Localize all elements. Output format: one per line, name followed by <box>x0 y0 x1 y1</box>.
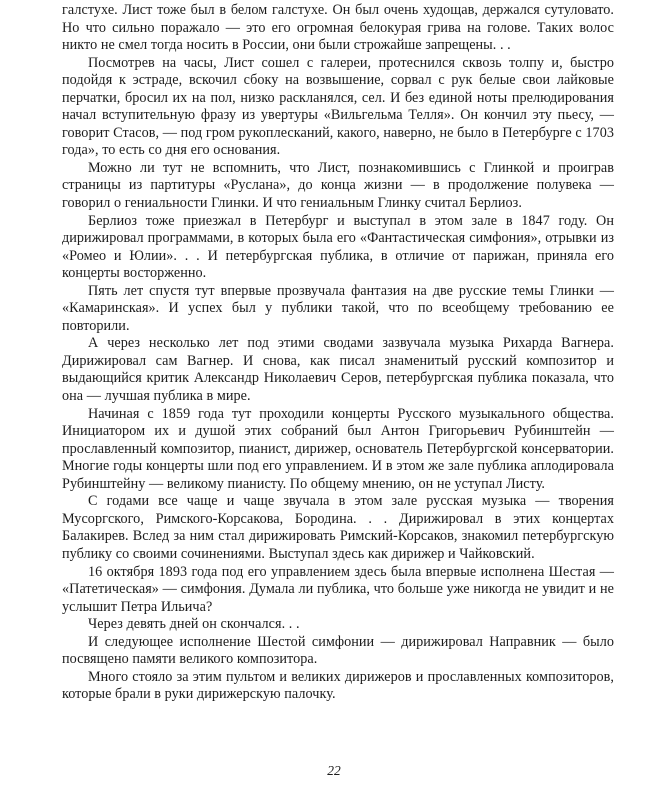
paragraph: Через девять дней он скончался. . . <box>88 616 300 633</box>
paragraph: Много стояло за этим пультом и великих дирижеров и прославленных композиторов, которые брали в руки дирижерскую палочку. <box>62 668 614 703</box>
paragraph: Берлиоз тоже приезжал в Петербург и выступал в этом зале в 1847 году. Он дирижировал программами, в которых была его «Фантастическая симфония», отрывки из «Ромео и Юлии». . . И петербургская публика, в отличие от парижан, приняла его концерты восторженно. <box>62 212 614 282</box>
paragraph: Пять лет спустя тут впервые прозвучала фантазия на две русские темы Глинки — «Камаринская». И успех был у публики такой, что по всеобщему требованию ее повторили. <box>62 282 614 334</box>
paragraph: галстухе. Лист тоже был в белом галстухе. Он был очень худощав, держался сутуловато. Но что сильно поражало — это его огромная белокурая грива на голове. Таких волос никто не смел тогда носить в России, они были строжайше запрещены. . . <box>62 2 614 54</box>
paragraph: С годами все чаще и чаще звучала в этом зале русская музыка — творения Мусоргского, Римского-Корсакова, Бородина. . . Дирижировал в этих концертах Балакирев. Вслед за ним стал дирижировать Римский-Корсаков, знакомил петербургскую публику со своими сочинениями. Выступал здесь как дирижер и Чайковский. <box>62 493 614 562</box>
paragraph: Посмотрев на часы, Лист сошел с галереи, протеснился сквозь толпу и, быстро подойдя к эстраде, вскочил сбоку на возвышение, сорвал с рук белые свои лайковые перчатки, бросил их на пол, низко раскланялся, сел. И без единой ноты прелюдирования начал вступительную фразу из увертуры «Вильгельма Телля». Он кончил эту пьесу, — говорит Стасов, — под гром рукоплесканий, какого, наверно, не было в Петербурге с 1703 года», то есть со дня его основания. <box>62 54 614 159</box>
paragraph: Начиная с 1859 года тут проходили концерты Русского музыкального общества. Инициатором их и душой этих собраний был Антон Григорьевич Рубинштейн — прославленный композитор, пианист, дирижер, основатель Петербургской консерватории. Многие годы концерты шли под его управлением. И в этом же зале публика аплодировала Рубинштейну — великому пианисту. По общему мнению, он не уступал Листу. <box>62 405 614 492</box>
paragraph: 16 октября 1893 года под его управлением здесь была впервые исполнена Шестая — «Патетическая» — симфония. Думала ли публика, что больше уже никогда не увидит и не услышит Петра Ильича? <box>62 563 614 615</box>
body-text <box>62 2 614 704</box>
paragraph: Можно ли тут не вспомнить, что Лист, познакомившись с Глинкой и проиграв страницы из партитуры «Руслана», до конца жизни — в продолжение полувека — говорил о гениальности Глинки. И что гениальным Глинку считал Берлиоз. <box>62 159 614 212</box>
paragraph: А через несколько лет под этими сводами зазвучала музыка Рихарда Вагнера. Дирижировал сам Вагнер. И снова, как писал знаменитый русский композитор и выдающийся критик Александр Николаевич Серов, петербургская публика показала, что она — лучшая публика в мире. <box>62 335 614 405</box>
page-number: 22 <box>327 763 341 778</box>
paragraph: И следующее исполнение Шестой симфонии — дирижировал Направник — было посвящено памяти великого композитора. <box>62 633 614 668</box>
